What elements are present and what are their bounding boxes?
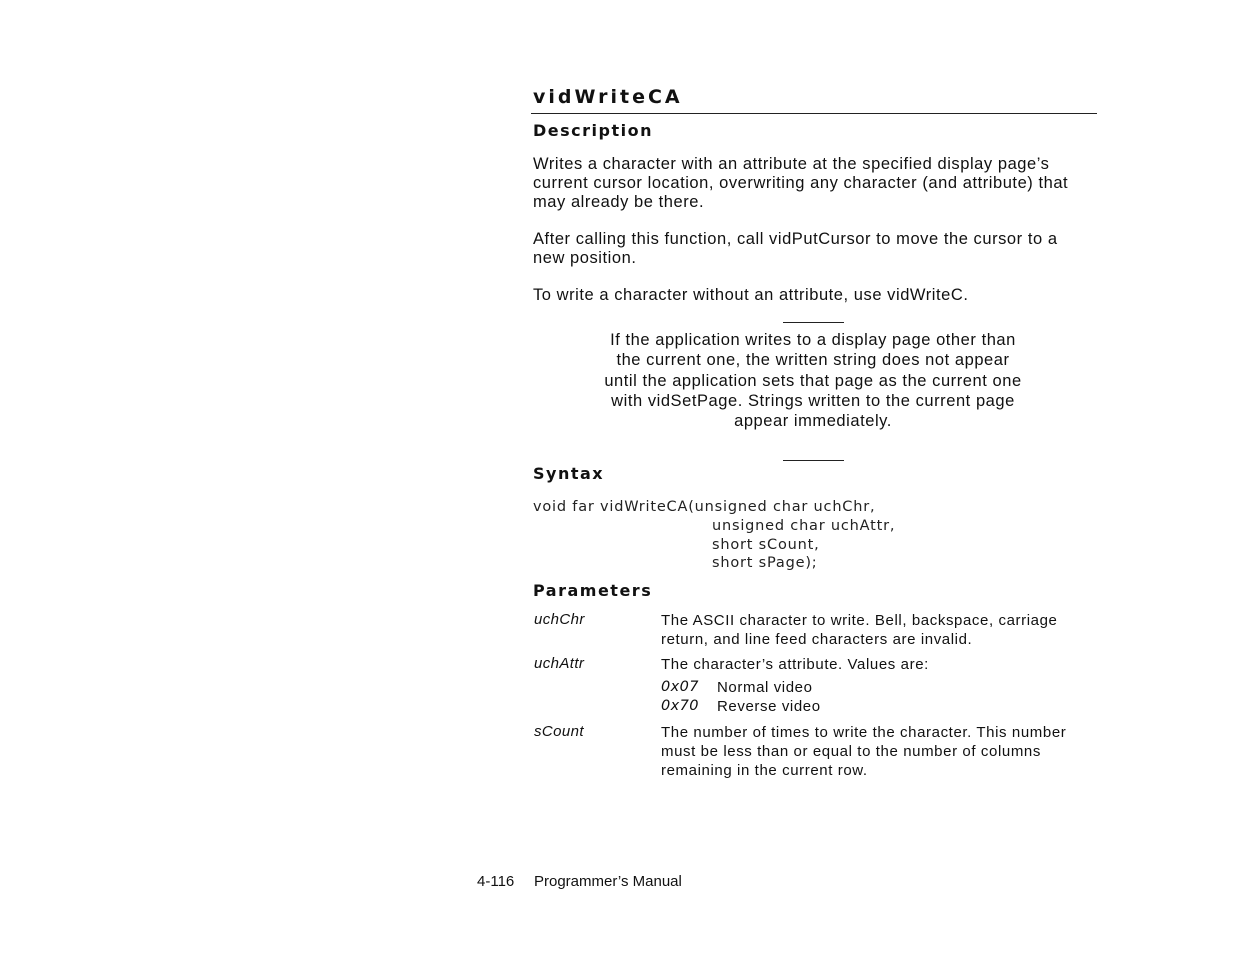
param-description: The character’s attribute. Values are: [661, 656, 929, 673]
syntax-line: void far vidWriteCA(unsigned char uchChr, [533, 499, 876, 515]
syntax-line: unsigned char uchAttr, [712, 518, 896, 534]
description-heading: Description [533, 121, 653, 140]
page-title: vidWriteCA [533, 86, 683, 108]
param-name: sCount [534, 723, 584, 740]
note-text: If the application writes to a display page other than the current one, the written string does not appear until the application sets that page as the current one with vidSetPage. Strings written to the current page appear immediately. [604, 331, 1022, 431]
note-rule-bottom [783, 460, 844, 461]
param-name: uchAttr [534, 655, 585, 672]
param-value-label: Reverse video [717, 698, 821, 715]
description-paragraph: After calling this function, call vidPutCursor to move the cursor to a new position. [533, 230, 1058, 267]
param-value-label: Normal video [717, 679, 813, 696]
footer-manual-title: Programmer’s Manual [534, 873, 682, 890]
parameters-heading: Parameters [533, 581, 653, 600]
note-rule-top [783, 322, 844, 323]
param-description: The ASCII character to write. Bell, backspace, carriage return, and line feed characters are invalid. [661, 612, 1058, 648]
param-description: The number of times to write the character. This number must be less than or equal to the number of columns remaining in the current row. [661, 724, 1067, 779]
footer-page-number: 4-116 [477, 873, 515, 890]
param-value-code: 0x07 [661, 679, 699, 695]
param-name: uchChr [534, 611, 585, 628]
syntax-heading: Syntax [533, 464, 605, 483]
title-rule [531, 113, 1097, 114]
description-paragraph: To write a character without an attribute, use vidWriteC. [533, 286, 969, 304]
param-value-code: 0x70 [661, 698, 699, 714]
syntax-line: short sPage); [712, 555, 818, 571]
syntax-line: short sCount, [712, 537, 820, 553]
description-paragraph: Writes a character with an attribute at the specified display page’s current cursor location, overwriting any character (and attribute) that may already be there. [533, 155, 1069, 211]
